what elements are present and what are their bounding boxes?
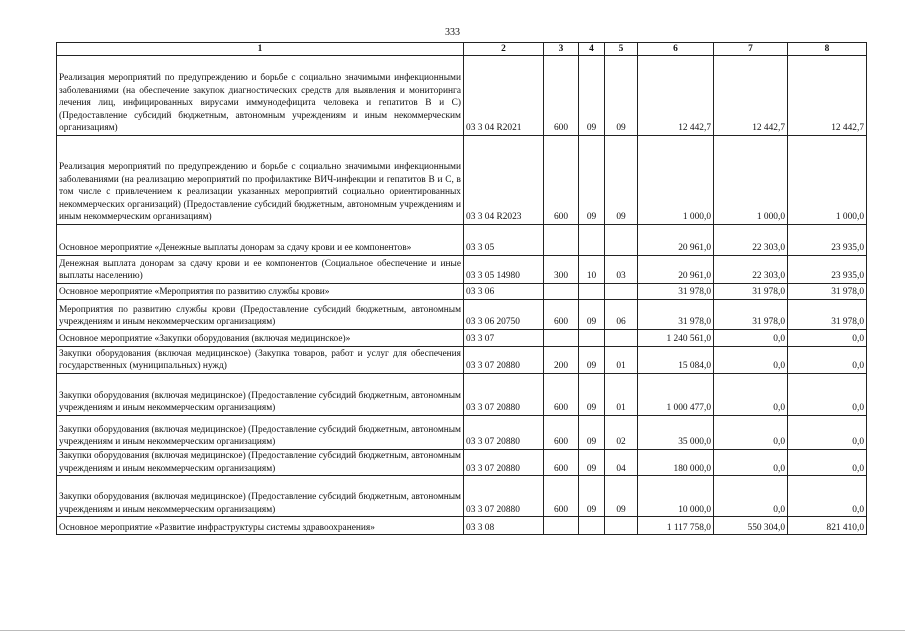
table-row	[57, 416, 867, 450]
row-v8: 0,0	[788, 347, 867, 374]
row-c4	[579, 284, 605, 300]
row-v6: 1 117 758,0	[638, 517, 714, 535]
table-row	[57, 450, 867, 476]
row-v7: 22 303,0	[714, 225, 788, 256]
table-row	[57, 374, 867, 416]
row-name: Закупки оборудования (включая медицинское) (Предоставление субсидий бюджетным, автономным учреждениям и иным некоммерческим организациям)	[57, 450, 464, 476]
table-row	[57, 330, 867, 347]
row-c3: 600	[544, 416, 579, 450]
row-v7: 0,0	[714, 476, 788, 517]
col-header-4: 4	[579, 43, 605, 56]
col-header-2: 2	[464, 43, 544, 56]
row-name: Закупки оборудования (включая медицинское) (Предоставление субсидий бюджетным, автономным учреждениям и иным некоммерческим организациям)	[57, 416, 464, 450]
row-c3: 600	[544, 136, 579, 225]
row-c5: 02	[605, 416, 638, 450]
row-name: Закупки оборудования (включая медицинское) (Предоставление субсидий бюджетным, автономным учреждениям и иным некоммерческим организациям)	[57, 476, 464, 517]
row-c5: 09	[605, 136, 638, 225]
row-name: Основное мероприятие «Мероприятия по развитию службы крови»	[57, 284, 464, 300]
row-code: 03 3 05 14980	[464, 256, 544, 284]
row-name: Реализация мероприятий по предупреждению и борьбе с социально значимыми инфекционными заболеваниями (на обеспечение закупок диагностических средств для выявления и мониторинга лечения лиц, инфицированных вирусами иммунодефицита человека и гепатитов В и С) (Предоставление субсидий бюджетным, автономным учреждениям и иным некоммерческим организациям)	[57, 56, 464, 136]
page-number: 333	[445, 27, 460, 38]
row-code: 03 3 07 20880	[464, 416, 544, 450]
row-name: Закупки оборудования (включая медицинское) (Закупка товаров, работ и услуг для обеспечения государственных (муниципальных) нужд)	[57, 347, 464, 374]
row-v8: 23 935,0	[788, 225, 867, 256]
row-c3: 200	[544, 347, 579, 374]
row-c3	[544, 330, 579, 347]
row-c4	[579, 517, 605, 535]
row-v8: 23 935,0	[788, 256, 867, 284]
col-header-6: 6	[638, 43, 714, 56]
col-header-5: 5	[605, 43, 638, 56]
row-name: Реализация мероприятий по предупреждению и борьбе с социально значимыми инфекционными заболеваниями (на реализацию мероприятий по профилактике ВИЧ-инфекции и гепатитов В и С, в том числе с привлечением к реализации указанных мероприятий социально ориентированных некоммерческих организаций) (Предоставление субсидий бюджетным, автономным учреждениям и иным некоммерческим организациям)	[57, 136, 464, 225]
table-row	[57, 517, 867, 535]
row-v8: 31 978,0	[788, 300, 867, 330]
row-v7: 22 303,0	[714, 256, 788, 284]
row-v8: 0,0	[788, 416, 867, 450]
header-row	[57, 43, 867, 56]
row-c4: 09	[579, 300, 605, 330]
row-v7: 12 442,7	[714, 56, 788, 136]
row-v7: 0,0	[714, 347, 788, 374]
row-v6: 31 978,0	[638, 300, 714, 330]
row-c3	[544, 284, 579, 300]
col-header-7: 7	[714, 43, 788, 56]
row-v8: 1 000,0	[788, 136, 867, 225]
row-v6: 1 000,0	[638, 136, 714, 225]
row-code: 03 3 05	[464, 225, 544, 256]
row-v8: 821 410,0	[788, 517, 867, 535]
row-c5: 01	[605, 347, 638, 374]
table-row	[57, 347, 867, 374]
row-code: 03 3 04 R2023	[464, 136, 544, 225]
table-row	[57, 300, 867, 330]
row-c5: 04	[605, 450, 638, 476]
row-v6: 12 442,7	[638, 56, 714, 136]
row-v8: 0,0	[788, 450, 867, 476]
row-c3: 600	[544, 374, 579, 416]
row-c4	[579, 330, 605, 347]
row-v6: 180 000,0	[638, 450, 714, 476]
row-c3	[544, 225, 579, 256]
table-row	[57, 476, 867, 517]
row-c3: 300	[544, 256, 579, 284]
row-c4: 09	[579, 374, 605, 416]
row-c3: 600	[544, 56, 579, 136]
row-v7: 0,0	[714, 330, 788, 347]
row-c5	[605, 225, 638, 256]
row-name: Мероприятия по развитию службы крови (Предоставление субсидий бюджетным, автономным учреждениям и иным некоммерческим организациям)	[57, 300, 464, 330]
row-v8: 12 442,7	[788, 56, 867, 136]
row-c5: 09	[605, 476, 638, 517]
row-c4	[579, 225, 605, 256]
row-v7: 550 304,0	[714, 517, 788, 535]
row-v8: 0,0	[788, 476, 867, 517]
row-c3: 600	[544, 300, 579, 330]
row-code: 03 3 08	[464, 517, 544, 535]
row-v6: 31 978,0	[638, 284, 714, 300]
row-v7: 1 000,0	[714, 136, 788, 225]
row-c4: 09	[579, 56, 605, 136]
row-v8: 0,0	[788, 374, 867, 416]
col-header-1: 1	[57, 43, 464, 56]
row-v7: 0,0	[714, 450, 788, 476]
row-code: 03 3 07 20880	[464, 347, 544, 374]
row-c5	[605, 284, 638, 300]
row-v6: 20 961,0	[638, 225, 714, 256]
row-c4: 09	[579, 136, 605, 225]
row-v7: 0,0	[714, 416, 788, 450]
page-bottom-edge	[0, 630, 905, 631]
row-name: Закупки оборудования (включая медицинское) (Предоставление субсидий бюджетным, автономным учреждениям и иным некоммерческим организациям)	[57, 374, 464, 416]
table-row	[57, 225, 867, 256]
row-name: Денежная выплата донорам за сдачу крови и ее компонентов (Социальное обеспечение и иные выплаты населению)	[57, 256, 464, 284]
row-v7: 31 978,0	[714, 284, 788, 300]
row-v6: 10 000,0	[638, 476, 714, 517]
row-c3: 600	[544, 450, 579, 476]
row-name: Основное мероприятие «Закупки оборудования (включая медицинское)»	[57, 330, 464, 347]
row-c3	[544, 517, 579, 535]
row-c5: 03	[605, 256, 638, 284]
row-v7: 0,0	[714, 374, 788, 416]
row-code: 03 3 07	[464, 330, 544, 347]
row-name: Основное мероприятие «Денежные выплаты донорам за сдачу крови и ее компонентов»	[57, 225, 464, 256]
table-row	[57, 136, 867, 225]
row-c5: 09	[605, 56, 638, 136]
row-c5: 06	[605, 300, 638, 330]
row-name: Основное мероприятие «Развитие инфраструктуры системы здравоохранения»	[57, 517, 464, 535]
row-code: 03 3 07 20880	[464, 374, 544, 416]
row-code: 03 3 07 20880	[464, 450, 544, 476]
row-v6: 1 000 477,0	[638, 374, 714, 416]
row-code: 03 3 04 R2021	[464, 56, 544, 136]
row-v6: 1 240 561,0	[638, 330, 714, 347]
budget-table	[56, 42, 867, 535]
row-c5	[605, 330, 638, 347]
row-c5	[605, 517, 638, 535]
row-c4: 09	[579, 347, 605, 374]
row-c5: 01	[605, 374, 638, 416]
row-v8: 0,0	[788, 330, 867, 347]
row-c3: 600	[544, 476, 579, 517]
table-row	[57, 256, 867, 284]
col-header-3: 3	[544, 43, 579, 56]
row-c4: 09	[579, 450, 605, 476]
row-c4: 10	[579, 256, 605, 284]
table-row	[57, 56, 867, 136]
row-v6: 15 084,0	[638, 347, 714, 374]
row-v7: 31 978,0	[714, 300, 788, 330]
row-code: 03 3 06 20750	[464, 300, 544, 330]
row-c4: 09	[579, 476, 605, 517]
row-code: 03 3 06	[464, 284, 544, 300]
table-row	[57, 284, 867, 300]
row-v8: 31 978,0	[788, 284, 867, 300]
row-v6: 20 961,0	[638, 256, 714, 284]
row-v6: 35 000,0	[638, 416, 714, 450]
row-c4: 09	[579, 416, 605, 450]
row-code: 03 3 07 20880	[464, 476, 544, 517]
col-header-8: 8	[788, 43, 867, 56]
